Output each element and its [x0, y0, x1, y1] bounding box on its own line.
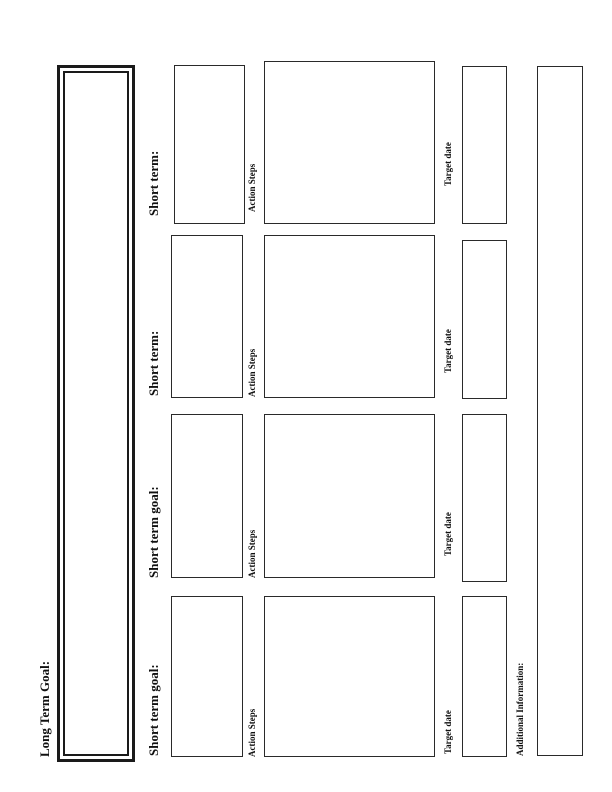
action-steps-label-4: Action Steps — [247, 163, 257, 212]
action-steps-box-4[interactable] — [264, 61, 435, 224]
target-date-label-3: Target date — [443, 329, 453, 373]
short-term-box-3[interactable] — [171, 235, 243, 398]
short-term-heading-4: Short term: — [146, 150, 161, 216]
action-steps-box-3[interactable] — [264, 235, 435, 398]
target-date-box-4[interactable] — [462, 66, 507, 224]
additional-information-box[interactable] — [537, 66, 583, 756]
short-term-goal-heading-2: Short term goal: — [146, 486, 161, 578]
short-term-goal-heading-1: Short term goal: — [146, 664, 161, 756]
target-date-box-1[interactable] — [462, 596, 507, 757]
action-steps-box-1[interactable] — [264, 596, 435, 757]
short-term-heading-3: Short term: — [146, 330, 161, 396]
long-term-goal-inner-border — [63, 71, 129, 756]
long-term-goal-box[interactable] — [57, 65, 135, 762]
action-steps-label-1: Action Steps — [247, 708, 257, 757]
target-date-label-4: Target date — [443, 142, 453, 186]
action-steps-box-2[interactable] — [264, 414, 435, 578]
short-term-goal-box-2[interactable] — [171, 414, 243, 578]
action-steps-label-2: Action Steps — [247, 529, 257, 578]
short-term-box-4[interactable] — [174, 65, 245, 224]
target-date-label-1: Target date — [443, 710, 453, 754]
action-steps-label-3: Action Steps — [247, 348, 257, 397]
long-term-goal-label: Long Term Goal: — [37, 660, 52, 757]
additional-information-label: Additional Information: — [515, 662, 525, 756]
target-date-box-3[interactable] — [462, 240, 507, 399]
target-date-label-2: Target date — [443, 512, 453, 556]
short-term-goal-box-1[interactable] — [171, 596, 243, 757]
target-date-box-2[interactable] — [462, 414, 507, 582]
